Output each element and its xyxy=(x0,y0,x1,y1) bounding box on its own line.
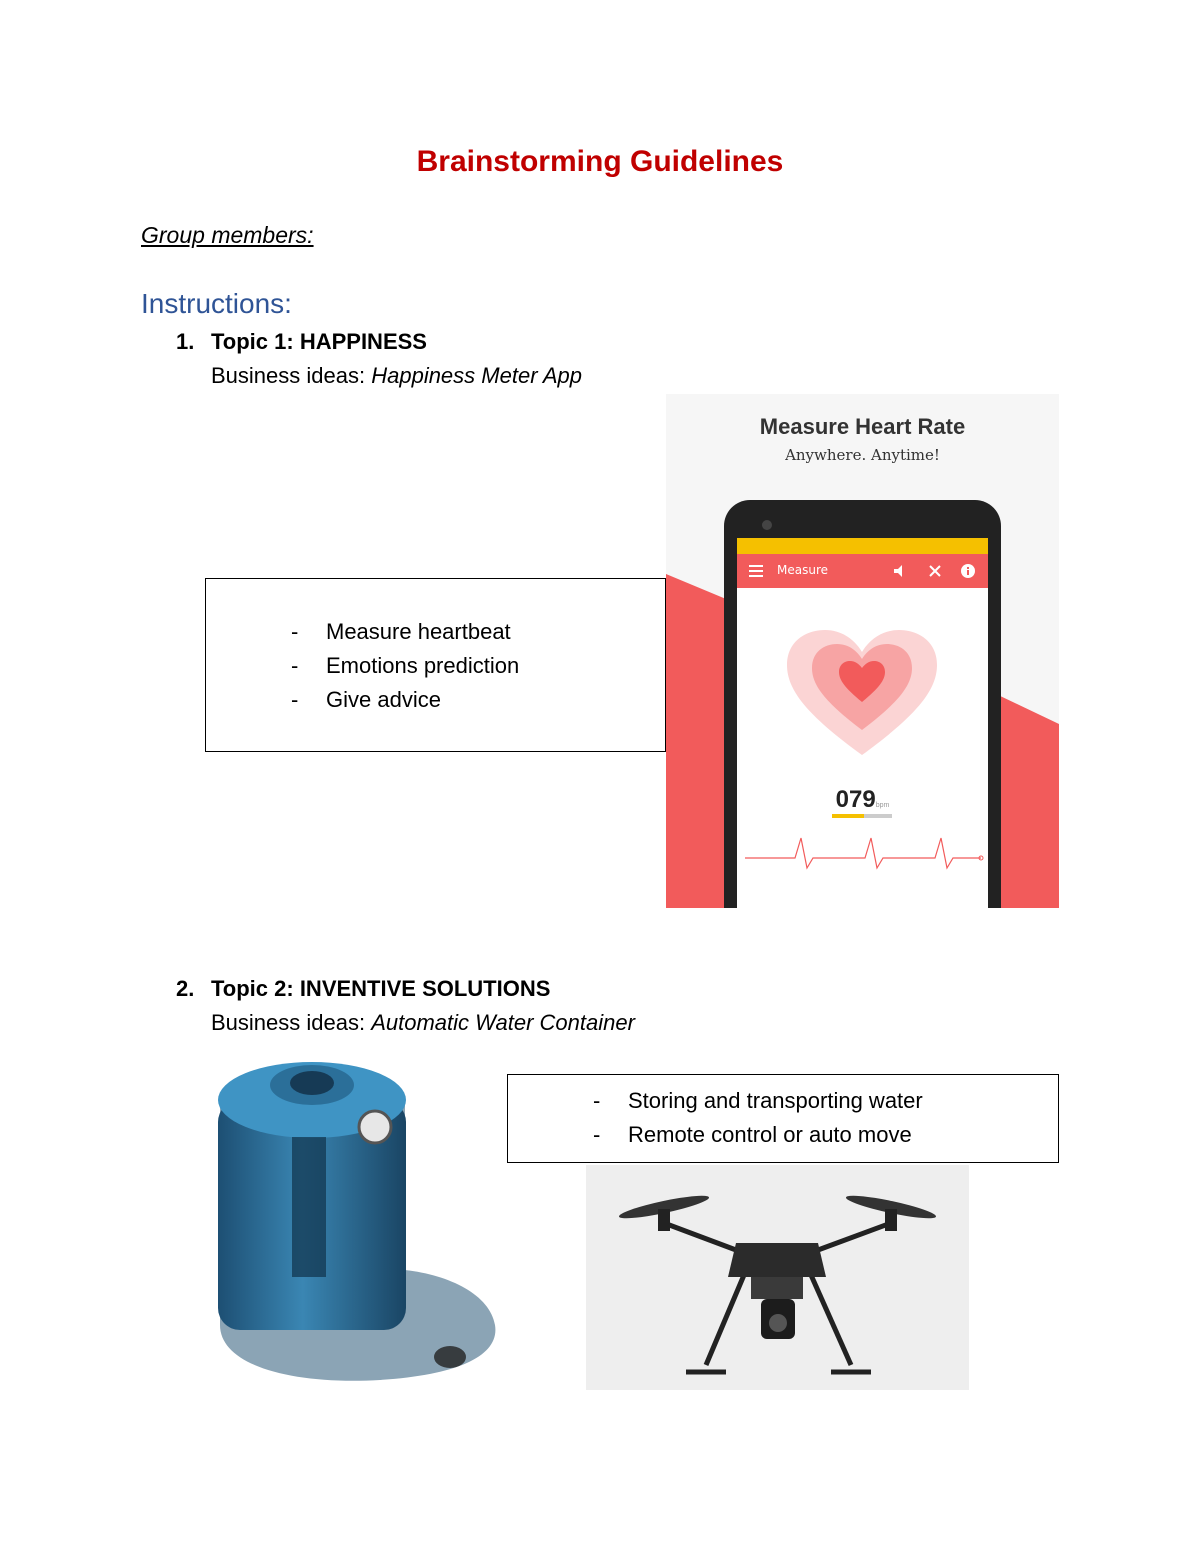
topic-2-heading: Topic 2: INVENTIVE SOLUTIONS xyxy=(211,976,551,1001)
topic-2-features-box xyxy=(507,1074,1059,1163)
heart-icon xyxy=(787,630,937,760)
close-icon xyxy=(929,565,941,577)
water-container-image xyxy=(210,1055,510,1400)
app-toolbar xyxy=(737,554,988,588)
topic-1-business-ideas xyxy=(211,363,582,389)
bpm-readout xyxy=(737,786,988,814)
business-ideas-label: Business ideas: xyxy=(211,1010,366,1035)
menu-icon xyxy=(749,565,763,577)
document-title: Brainstorming Guidelines xyxy=(416,145,784,178)
toolbar-label: Measure xyxy=(777,563,828,577)
bpm-value: 079 xyxy=(835,786,876,813)
business-ideas-value: Automatic Water Container xyxy=(371,1010,635,1035)
bpm-progress-bar xyxy=(832,814,892,818)
phone-screen xyxy=(737,538,988,908)
phone-frame xyxy=(724,500,1001,908)
speaker-icon xyxy=(893,564,907,578)
camera-icon xyxy=(762,520,772,530)
topic-1-heading: Topic 1: HAPPINESS xyxy=(211,329,427,354)
feature-item: - Storing and transporting water xyxy=(593,1088,923,1113)
feature-item: - Measure heartbeat xyxy=(291,619,511,644)
feature-item: - Emotions prediction xyxy=(291,653,520,678)
heart-rate-app-image xyxy=(666,394,1059,908)
topic-1-number: 1. xyxy=(176,329,195,354)
feature-item: - Give advice xyxy=(291,687,441,712)
topic-2-business-ideas xyxy=(211,1010,635,1036)
status-bar xyxy=(737,538,988,554)
topic-1-features-box xyxy=(205,578,666,752)
topic-2-number: 2. xyxy=(176,976,195,1001)
drone-image xyxy=(586,1165,969,1390)
feature-item: - Remote control or auto move xyxy=(593,1122,912,1147)
ecg-line xyxy=(737,834,988,874)
bpm-unit: bpm xyxy=(875,802,890,809)
info-icon xyxy=(961,564,975,578)
group-members-label: Group members: xyxy=(141,222,314,248)
instructions-heading: Instructions: xyxy=(141,288,292,319)
business-ideas-label: Business ideas: xyxy=(211,363,366,388)
app-image-subtitle: Anywhere. Anytime! xyxy=(785,446,940,464)
app-image-title: Measure Heart Rate xyxy=(759,414,966,439)
business-ideas-value: Happiness Meter App xyxy=(371,363,582,388)
